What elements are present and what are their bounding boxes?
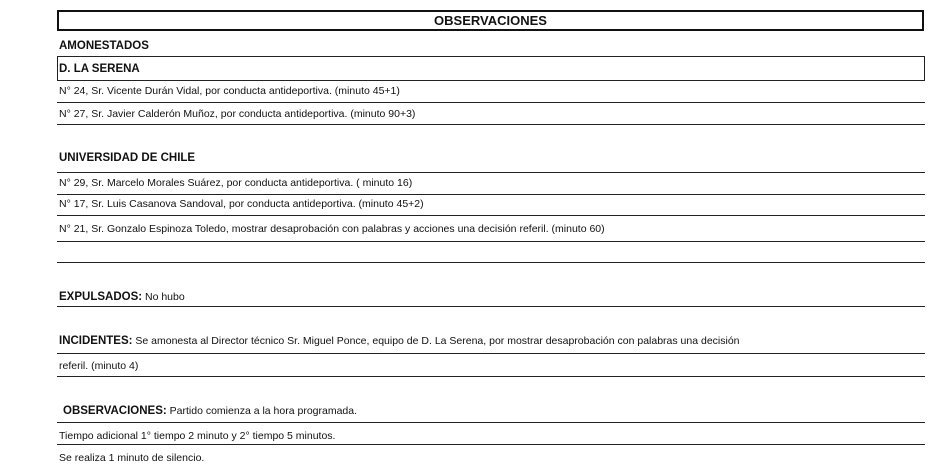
divider bbox=[57, 56, 925, 57]
divider bbox=[57, 353, 925, 354]
divider bbox=[57, 80, 925, 81]
divider bbox=[57, 241, 925, 242]
incidentes-text: Se amonesta al Director técnico Sr. Miguel Ponce, equipo de D. La Serena, por mostrar desaprobación con palabras una decisión bbox=[135, 335, 740, 347]
incidentes-label: INCIDENTES: bbox=[59, 335, 133, 347]
observaciones-line-2: Tiempo adicional 1° tiempo 2 minuto y 2° tiempo 5 minutos. bbox=[59, 430, 336, 442]
amonestados-heading: AMONESTADOS bbox=[59, 40, 149, 52]
team-name-la-serena: D. LA SERENA bbox=[59, 63, 140, 75]
divider bbox=[924, 56, 925, 80]
divider bbox=[57, 444, 925, 445]
list-item: N° 27, Sr. Javier Calderón Muñoz, por conducta antideportiva. (minuto 90+3) bbox=[59, 108, 416, 120]
incidentes-line-2: referil. (minuto 4) bbox=[59, 360, 139, 372]
team-name-universidad-de-chile: UNIVERSIDAD DE CHILE bbox=[59, 152, 196, 164]
list-item: N° 21, Sr. Gonzalo Espinoza Toledo, mostrar desaprobación con palabras y acciones una decisión referil. (minuto 60) bbox=[59, 223, 605, 235]
observaciones-line-3: Se realiza 1 minuto de silencio. bbox=[59, 452, 205, 464]
observaciones-header: OBSERVACIONES bbox=[57, 10, 924, 31]
divider bbox=[57, 215, 925, 216]
divider bbox=[57, 124, 925, 125]
divider bbox=[57, 376, 925, 377]
incidentes-line-1 bbox=[59, 334, 740, 348]
divider bbox=[57, 56, 58, 80]
list-item: N° 29, Sr. Marcelo Morales Suárez, por conducta antideportiva. ( minuto 16) bbox=[59, 177, 413, 189]
divider bbox=[57, 306, 925, 307]
expulsados-value: No hubo bbox=[145, 291, 185, 303]
divider bbox=[57, 102, 925, 103]
list-item: N° 24, Sr. Vicente Durán Vidal, por conducta antideportiva. (minuto 45+1) bbox=[59, 85, 400, 97]
observaciones-line-1 bbox=[63, 404, 357, 418]
list-item: N° 17, Sr. Luis Casanova Sandoval, por conducta antideportiva. (minuto 45+2) bbox=[59, 198, 424, 210]
divider bbox=[57, 422, 925, 423]
divider bbox=[57, 172, 925, 173]
observaciones-text: Partido comienza a la hora programada. bbox=[169, 405, 358, 417]
observaciones-label: OBSERVACIONES: bbox=[63, 405, 167, 417]
expulsados-row bbox=[59, 290, 185, 304]
expulsados-label: EXPULSADOS: bbox=[59, 291, 143, 303]
divider bbox=[57, 194, 925, 195]
divider bbox=[57, 262, 925, 263]
